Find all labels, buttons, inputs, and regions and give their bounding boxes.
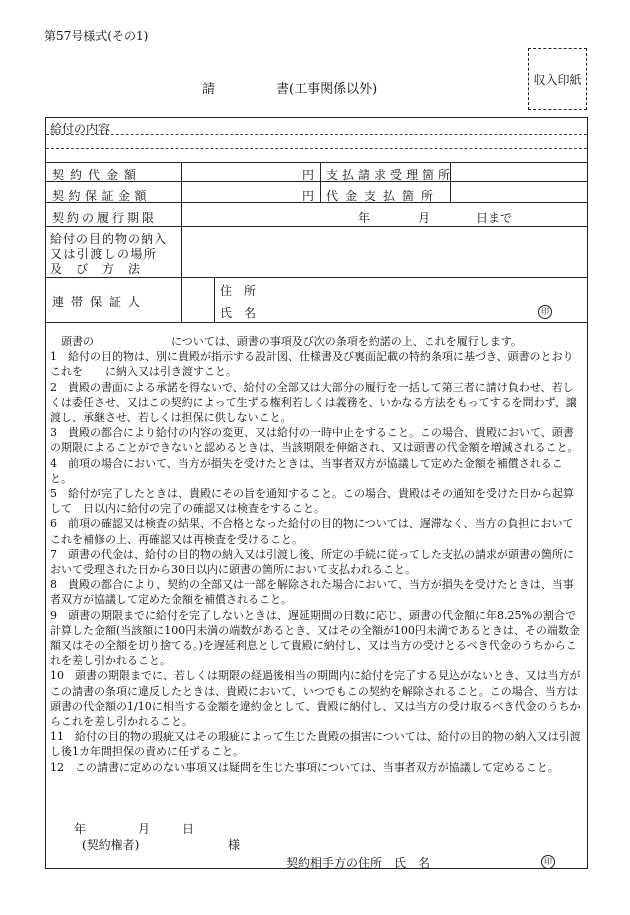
obligee-label: (契約権者) (82, 838, 140, 852)
yen-unit-2: 円 (302, 189, 315, 203)
revenue-stamp-box (528, 48, 587, 110)
row-divider-5 (46, 277, 587, 278)
clause-3: 3 貴殿の都合により給付の内容の変更、又は給付の一時中止をすること。この場合、貴殿において、頭書の期限によることができないと認めるときは、当該期限を伸縮され、又は頭書の代金額を増減されること。 (50, 426, 579, 455)
performance-period-label: 契約の履行期限 (52, 211, 158, 225)
guarantor-name-label: 氏 名 (220, 306, 257, 320)
signer-seal-mark: 印 (541, 855, 555, 869)
dashed-line-2 (46, 148, 587, 149)
clause-8: 8 貴殿の都合により、契約の全部又は一部を解除された場合において、当方が損失を受けたときは、当事者双方が協議して定めた金額を補償されること。 (50, 578, 574, 607)
billing-office-label: 支払請求受理箇所 (326, 168, 455, 182)
payment-office-label: 代金支払箇所 (326, 189, 441, 203)
period-day-until: 日まで (476, 211, 513, 225)
period-year: 年 (358, 211, 371, 225)
row-divider-6 (46, 322, 587, 323)
clause-9: 9 頭書の期限までに給付を完了しないときは、遅延期間の日数に応じ、頭書の代金額に年8.25%の割合で計算した金額(当該額に100円未満の端数があるとき、又はその全額が100円未満であるときは、その端数金額又はその全額を切り捨てる。)を遅延利息として貴殿に納付し、又は当方の受けとるべき代金のうちからこれを差し引かれること。 (50, 608, 580, 668)
guarantee-amount-label: 契約保証金額 (52, 189, 152, 203)
delivery-place-label-1: 給付の目的物の納入 (50, 232, 168, 246)
contract-terms (50, 334, 582, 775)
row-divider-1 (46, 162, 587, 163)
clause-10: 10 頭書の期限までに、若しくは期限の経過後相当の期間内に給付を完了する見込がないとき、又は当方がこの請書の条項に違反したときは、貴殿において、いつでもこの契約を解除されること。この場合、当方は頭書の代金額の1/10に相当する金額を違約金として、貴殿に納付し、又は当方の受け取るべき代金のうちからこれを差し引かれること。 (50, 669, 581, 729)
guarantor-seal-mark: 印 (538, 305, 552, 319)
form-number: 第57号様式(その1) (44, 29, 149, 43)
dashed-line-1 (46, 134, 587, 135)
clause-4: 4 前項の場合において、当方が損失を受けたときは、当事者双方が協議して定めた金額を補償されること。 (50, 456, 563, 485)
goods-content-label: 給付の内容 (50, 122, 111, 136)
document-title-part2: 書(工事関係以外) (276, 82, 378, 97)
document-title-part1: 請 (202, 82, 216, 97)
col-divider-mid (320, 162, 321, 202)
guarantor-address-label: 住 所 (220, 284, 257, 298)
clause-12: 12 この請書に定めのない事項又は疑問を生じた事項については、当事者双方が協議して定めること。 (50, 760, 559, 774)
clause-2: 2 貴殿の書面による承諾を得ないで、給付の全部又は大部分の履行を一括して第三者に請け負わせ、若しくは委任させ、又はこの契約によって生ずる権利若しくは義務を、いかなる方法をもってするを問わず、譲渡し、承継させ、若しくは担保に供しないこと。 (50, 380, 577, 425)
guarantor-label: 連帯保証人 (52, 295, 148, 309)
clause-1: 1 給付の目的物は、別に貴殿が指示する設計図、仕様書及び裏面記載の特約条項に基づき、頭書のとおりこれを に納入又は引き渡すこと。 (50, 350, 574, 379)
clause-5: 5 給付が完了したときは、貴殿にその旨を通知すること。この場合、貴殿はその通知を受けた日から起算して 日以内に給付の完了の確認又は検査をすること。 (50, 487, 574, 516)
delivery-place-label-3: 及 び 方 法 (50, 262, 142, 276)
clause-7: 7 頭書の代金は、給付の目的物の納入又は引渡し後、所定の手続に従ってした支払の請求が頭書の箇所において受理された日から30日以内に頭書の箇所において支払われること。 (50, 547, 574, 577)
honorific-sama: 様 (228, 838, 241, 852)
terms-intro: 頭書の については、頭書の事項及び次の条項を約諾の上、これを履行します。 (50, 335, 522, 348)
yen-unit-1: 円 (302, 168, 315, 182)
clause-11: 11 給付の目的物の瑕疵又はその瑕疵によって生じた貴殿の損害については、給付の目的物の納入又は引渡し後1カ年間担保の責めに任ずること。 (50, 730, 581, 759)
date-year: 年 (74, 822, 87, 836)
date-month: 月 (138, 822, 151, 836)
row-divider-4 (46, 226, 587, 227)
delivery-place-label-2: 又は引渡しの場所 (50, 247, 158, 261)
revenue-stamp-label: 収入印紙 (533, 72, 582, 87)
contract-form (45, 117, 588, 869)
col-divider-label (181, 162, 182, 322)
signer-label: 契約相手方の住所 氏 名 (286, 856, 431, 870)
period-month: 月 (418, 211, 431, 225)
clause-6: 6 前項の確認又は検査の結果、不合格となった給付の目的物については、遅滞なく、当方の負担においてこれを補修の上、再確認又は再検査を受けること。 (50, 517, 574, 546)
col-divider-guarantor (214, 277, 215, 322)
date-day: 日 (182, 822, 195, 836)
contract-amount-label: 契約代金額 (52, 168, 143, 182)
